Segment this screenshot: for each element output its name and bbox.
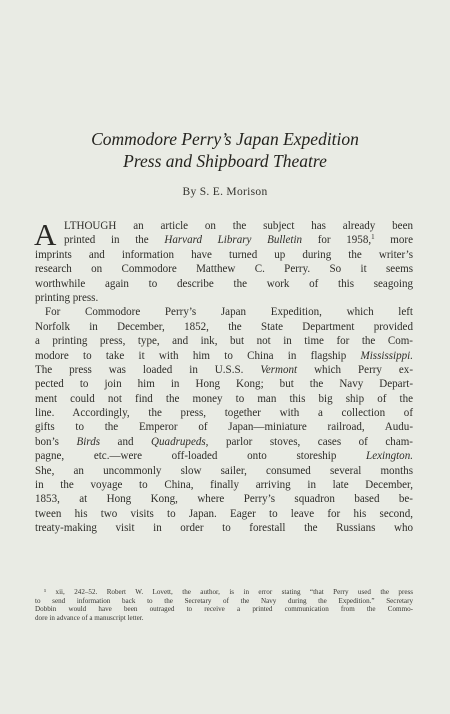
body-line: She, an uncommonly slow sailer, consumed several months bbox=[35, 464, 413, 477]
ship-name: Mississippi. bbox=[360, 349, 413, 362]
body-line: printed in the Harvard Library Bulletin for 1958,$^1$ more bbox=[64, 233, 413, 247]
ship-name: Lexington. bbox=[366, 450, 413, 463]
title-line-1: Commodore Perry’s Japan Expedition bbox=[91, 129, 359, 149]
body-line: pected to join him in Hong Kong; but the Navy Depart- bbox=[35, 378, 413, 391]
body-line: treaty-making visit in order to forestall the Russians who bbox=[35, 522, 413, 535]
body-line: LTHOUGH an article on the subject has already been bbox=[64, 220, 413, 232]
body-line: a printing press, type, and ink, but not in time for the Com- bbox=[35, 335, 413, 348]
footnote-line: to send information back to the Secretary of the Navy during the Expedition.” Secretary bbox=[35, 596, 413, 605]
article-title bbox=[0, 128, 450, 172]
byline: By S. E. Morison bbox=[182, 186, 268, 198]
body-line: modore to take it with him to China in flagship Mississippi. bbox=[35, 349, 413, 362]
book-title: Birds bbox=[76, 435, 101, 448]
footnote bbox=[35, 588, 413, 622]
body-line: research on Commodore Matthew C. Perry. So it seems bbox=[35, 263, 413, 276]
body-line: gifts to the Emperor of Japan—miniature railroad, Audu- bbox=[35, 421, 413, 434]
book-title: Quadrupeds, bbox=[151, 435, 209, 448]
body-line: tween his two visits to Japan. Eager to leave for his second, bbox=[35, 507, 413, 520]
body-line: The press was loaded in U.S.S. Vermont which Perry ex- bbox=[35, 363, 413, 376]
journal-title: Harvard Library Bulletin bbox=[164, 234, 303, 247]
footnote-line: Dobbin would have been outraged to receive a printed communication from the Commo- bbox=[35, 605, 413, 614]
body-line: For Commodore Perry’s Japan Expedition, which left bbox=[45, 306, 413, 319]
body-line: line. Accordingly, the press, together with a collection of bbox=[35, 407, 413, 420]
ship-name: Vermont bbox=[260, 363, 298, 376]
footnote-line: dore in advance of a manuscript letter. bbox=[35, 613, 144, 622]
footnote-marker: 1 bbox=[371, 233, 375, 242]
body-line: printing press. bbox=[35, 291, 99, 304]
body-line: Norfolk in December, 1852, the State Department provided bbox=[35, 320, 413, 333]
title-line-2: Press and Shipboard Theatre bbox=[123, 151, 327, 171]
body-line: in the voyage to China, finally arriving in late December, bbox=[35, 479, 413, 492]
article-body bbox=[35, 219, 413, 536]
footnote-line: ¹ xii, 242–52. Robert W. Lovett, the author, is in error stating “that Perry used the press bbox=[44, 588, 413, 596]
body-line: imprints and information have turned up during the writer’s bbox=[35, 248, 413, 261]
body-line: bon’s Birds and Quadrupeds, parlor stoves, cases of cham- bbox=[35, 435, 413, 448]
body-line: ment could not find the money to man this big ship of the bbox=[35, 392, 413, 405]
body-line: pagne, etc.—were off-loaded onto storeship Lexington. bbox=[35, 450, 413, 463]
drop-cap: A bbox=[34, 217, 57, 252]
body-line: worthwhile again to describe the work of this seagoing bbox=[35, 277, 413, 290]
body-line: 1853, at Hong Kong, where Perry’s squadron based be- bbox=[35, 493, 413, 506]
